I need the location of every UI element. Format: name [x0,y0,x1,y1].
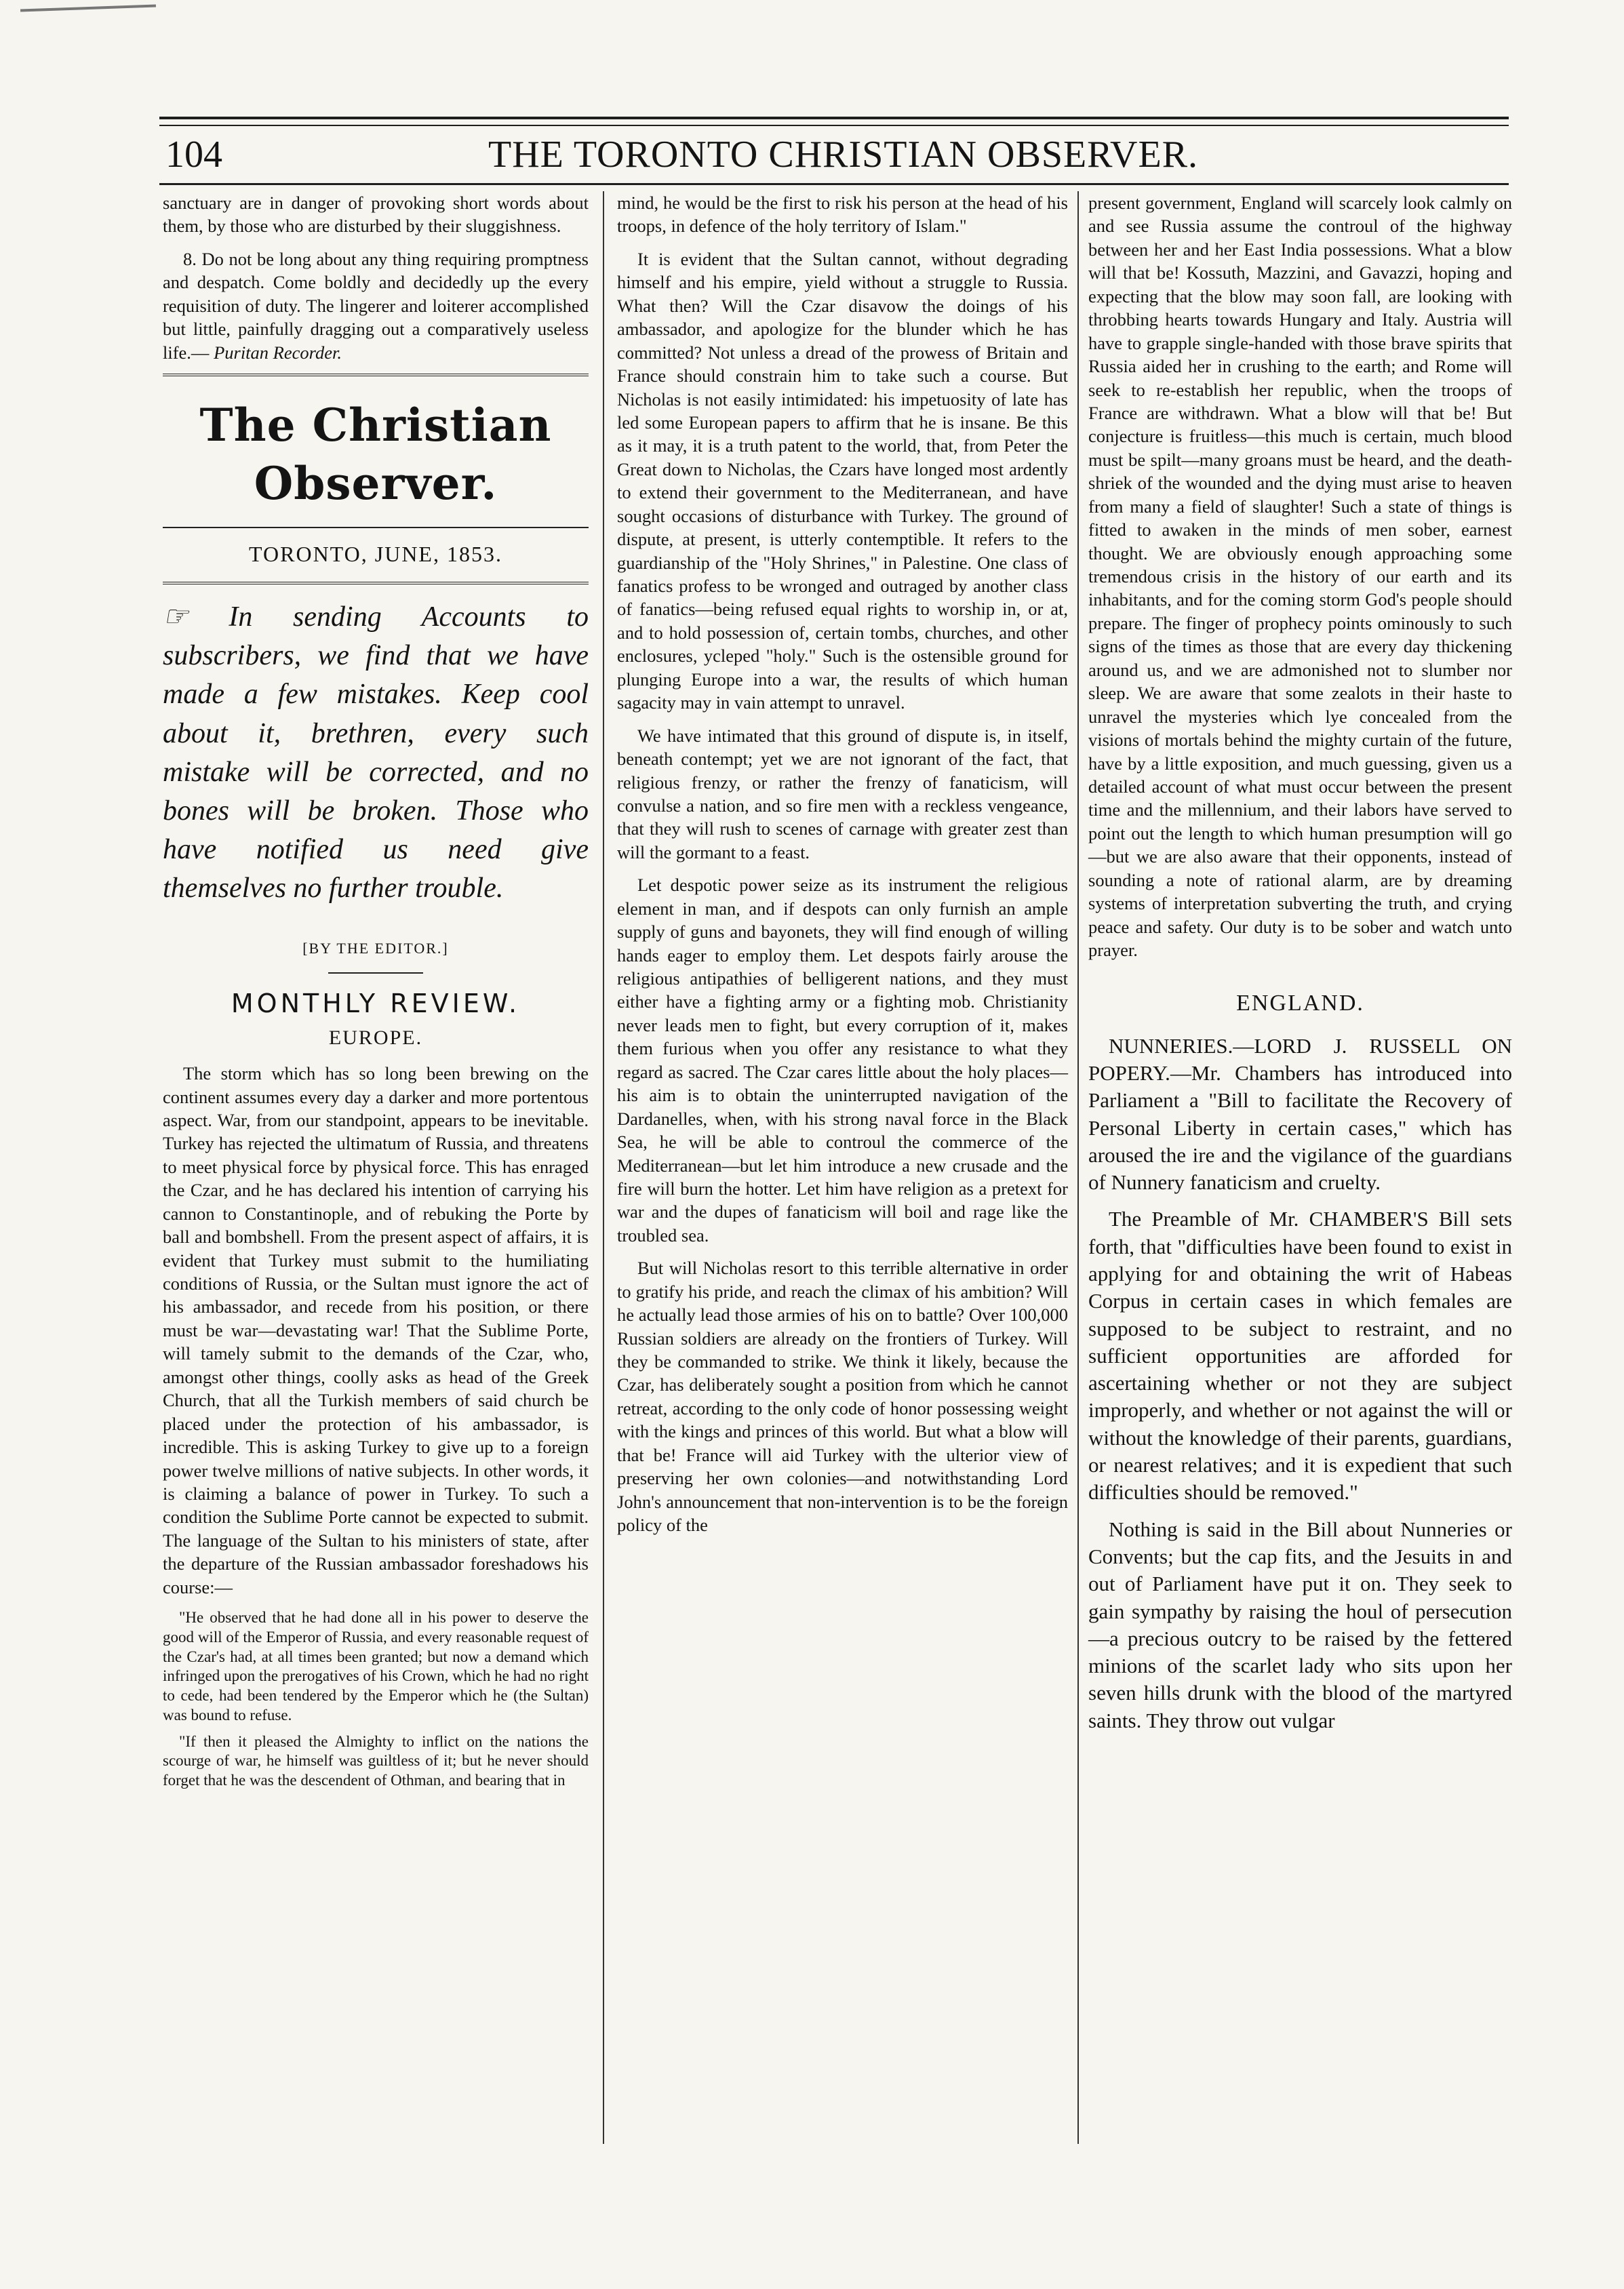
running-title: THE TORONTO CHRISTIAN OBSERVER. [488,134,1199,176]
paragraph: The storm which has so long been brewing on the continent assumes every day a darker and more portentous aspect. War, from our standpoint, appears to be inevitable. Turkey has rejected the ultimatum of Russia, and threatens to meet physical force by physical force. This has enraged the Czar, and he has declared his intention of carrying his cannon to Constantinople, and of rebuking the Porte by ball and bombshell. From the present aspect of affairs, it is evident that Turkey must submit to the humiliating conditions of Russia, or the Sultan must ignore the act of his ambassador, and recede from his position, or there must be war—devastating war! That the Sublime Porte, will tamely submit to the demands of the Czar, who, amongst other things, coolly asks as head of the Greek Church, that all the Turkish members of said church be placed under the protection of his ambassador, is incredible. This is asking Turkey to give up to a foreign power twelve millions of native subjects. In other words, it is claiming a balance of power in Turkey. To such a condition the Sublime Porte cannot be expected to submit. The language of the Sultan to his ministers of state, after the departure of the Russian ambassador foreshadows his course:— [163,1063,589,1597]
column-2 [617,191,1068,1547]
paragraph: mind, he would be the first to risk his person at the head of his troops, in defence of the holy territory of Islam." [617,193,1068,237]
column-rule [603,191,604,2144]
column-rule [1077,191,1079,2144]
top-rule [159,117,1509,119]
scan-artifact [20,5,156,12]
paragraph: NUNNERIES.—LORD J. RUSSELL ON POPERY.—Mr. Chambers has introduced into Parliament a "Bill to facilitate the Recovery of Personal Liberty in certain cases," which has aroused the ire and the vigilance of the guardians of Nunnery fanaticism and cruelty. [1088,1033,1512,1195]
paragraph: present government, England will scarcely look calmly on and see Russia assume the controul of the highway between her and her East India possessions. What a blow will that be! Kossuth, Mazzini, and Gavazzi, hoping and expecting that the blow may soon fall, are looking with throbbing hearts towards Hungary and Italy. Austria will have to grapple single-handed with those brave spirits that Russia aided her in crushing to the earth; and Rome will seek to re-establish her republic, when the troops of France are withdrawn. What a blow will that be! But conjecture is fruitless—this much is certain, much blood must be spilt—many groans must be heard, and the death-shriek of the wounded and the dying must arise to heaven from many a field of slaughter! Such a state of things is fitted to awaken in the minds of men sober, earnest thought. We are obviously enough approaching some tremendous crisis in the history of our earth and its inhabitants, and for the coming storm God's people should prepare. The finger of prophecy points ominously to such signs of the times as those that are every day thickening around us, and we are admonished not to slumber nor sleep. We are aware that some zealots in their haste to unravel the mysteries which lye concealed from the visions of mortals behind the mighty curtain of the future, have by a little exposition, and much guessing, given us a detailed account of what must occur between the present time and the millennium, and their labors have served to point out the length to which human presumption will go—but we are also aware that their opponents, instead of sounding a note of rational alarm, are by dreaming systems of interpretation subverting the truth, and crying peace and safety. Our duty is to be sober and watch unto prayer. [1088,193,1512,960]
paragraph: We have intimated that this ground of dispute is, in itself, beneath contempt; yet we are not ignorant of the fact, that religious frenzy, or rather the frenzy of fanaticism, will convulse a nation, and so fire men with a reckless vengeance, that they will rush to scenes of carnage with greater zest than will the gormant to a feast. [617,725,1068,862]
source-credit: Puritan Recorder. [214,342,342,363]
quotation: "If then it pleased the Almighty to inflict on the nations the scourge of war, he himself was guiltless of it; but he never should forget that he was the descendent of Othman, and bearing that in [163,1732,589,1789]
paragraph [163,247,589,364]
header-rule [159,183,1509,185]
paragraph: It is evident that the Sultan cannot, without degrading himself and his empire, yield without a struggle to Russia. What then? Will the Czar disavow the doings of his ambassador, and apologize for the blunder which he has committed? Not unless a dread of the prowess of Britain and France should constrain him to take such a course. But Nicholas is not easily intimidated: his impetuosity of late has led some European papers to affirm that he is insane. Be this as it may, it is a truth patent to the world, that, from Peter the Great down to Nicholas, the Czars have longed most ardently to extend their government to the Mediterranean, and have sought occasions of disturbance with Turkey. The ground of dispute, at present, is utterly contemptible. It refers to the guardianship of the "Holy Shrines," in Palestine. One class of fanatics profess to be wronged and outraged by another class of fanatics—being refused equal rights to worship in, or at, and to hold possession of, certain tombs, churches, and other enclosures, ycleped "holy." Such is the ostensible ground for plunging Europe into a war, the results of which human sagacity may in vain attempt to unravel. [617,248,1068,713]
quotation: "He observed that he had done all in his power to deserve the good will of the Emperor of Russia, and every reasonable request of the Czar's had, at all times been granted; but now a demand which infringed upon the prerogatives of his Crown, which he had no right to cede, had been tendered by the Emperor which he (the Sultan) was bound to refuse. [163,1609,589,1724]
section-rule [163,582,589,584]
column-1 [163,191,589,1797]
section-title: MONTHLY REVIEW. [231,988,521,1018]
paragraph: Nothing is said in the Bill about Nunneries or Convents; but the cap fits, and the Jesuits in and out of Parliament have put it on. They seek to gain sympathy by raising the houl of persecution—a precious outcry to be raised by the fettered minions of the scarlet lady who sits upon her seven hills drunk with the blood of the martyred saints. They throw out vulgar [1088,1517,1512,1732]
section-rule [163,527,589,528]
section-title: ENGLAND. [1236,991,1364,1016]
subsection-title: EUROPE. [328,1027,423,1050]
column-3 [1088,191,1512,1744]
dateline: TORONTO, JUNE, 1853. [249,541,502,566]
subscriber-notice: ☞ In sending Accounts to subscribers, we find that we have made a few mistakes. Keep cool about it, brethren, every such mistake will be corrected, and no bones will be broken. Those who have notified us need give themselves no further trouble. [163,601,589,904]
top-rule-thin [159,125,1509,126]
paragraph: Let despotic power seize as its instrument the religious element in man, and if despots can only furnish an ample supply of guns and bayonets, they will find enough of willing hands eager to employ them. Let despots fairly arouse the religious antipathies of belligerent nations, and they must either have a fighting army or a fighting mob. Christianity never leads men to fight, but every corruption of it, makes them furious when you offer any resistance to what they regard as sacred. The Czar cares little about the holy places—his aim is to obtain the uninterrupted navigation of the Dardanelles, when, with his strong naval force in the Black Sea, he will be able to controul the commerce of the Mediterranean—but let him introduce a new crusade and the fire will burn the hotter. Let him have religion as a pretext for war and the dupes of fanaticism will boil and rage like the troubled sea. [617,875,1068,1246]
page-number: 104 [165,134,222,176]
byline: [BY THE EDITOR.] [302,940,449,957]
paragraph: sanctuary are in danger of provoking short words about them, by those who are disturbed by their sluggishness. [163,193,589,237]
masthead: The Christian Observer. [199,399,552,510]
paragraph: But will Nicholas resort to this terrible alternative in order to gratify his pride, and reach the climax of his ambition? Will he actually lead those armies of his on to battle? Over 100,000 Russian soldiers are already on the frontiers of Turkey. Will they be commanded to strike. We think it likely, because the Czar, has deliberately sought a position from which he cannot retreat, according to the only code of honor possessing weight with the kings and princes of this world. But what a blow will that be! France will aid Turkey with the ulterior view of preserving her own colonies—and notwithstanding Lord John's announcement that non-intervention is to be the foreign policy of the [617,1258,1068,1536]
short-rule [328,972,423,974]
paragraph: The Preamble of Mr. CHAMBER'S Bill sets forth, that "difficulties have been found to exist in applying for and obtaining the writ of Habeas Corpus in certain cases in which females are supposed to be subject to restraint, and no sufficient opportunities are afforded for ascertaining whether or not they are subject improperly, and whether or not against the will or without the knowledge of their parents, guardians, or nearest relatives; and it is expedient that such difficulties should be removed." [1088,1207,1512,1505]
section-rule [163,374,589,376]
paragraph-text: 8. Do not be long about any thing requiring promptness and despatch. Come boldly and decidedly up the every requisition of duty. The lingerer and loiterer accomplished but little, painfully dragging out a comparatively useless life.— [163,248,589,363]
